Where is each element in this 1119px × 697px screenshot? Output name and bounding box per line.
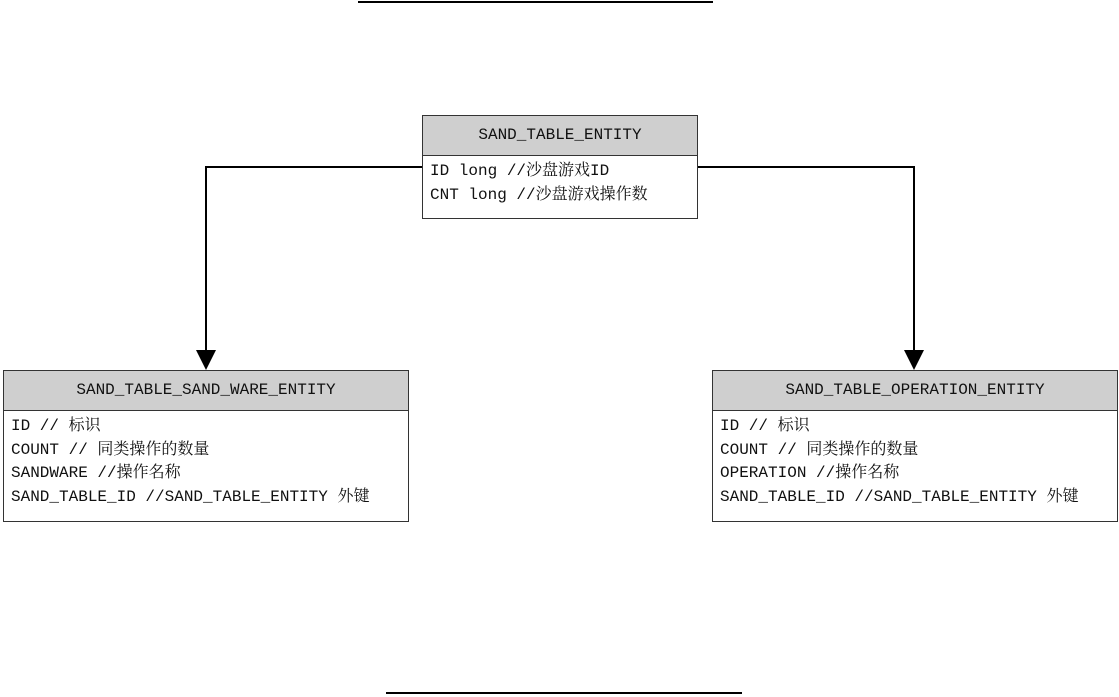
entity-field: COUNT // 同类操作的数量	[11, 440, 210, 459]
relation-arrow-to-sand-ware	[206, 167, 422, 358]
entity-sand-table[interactable]	[422, 115, 698, 219]
entity-field: ID // 标识	[720, 417, 810, 435]
entity-sand-table-operation[interactable]	[712, 370, 1118, 522]
entity-field: OPERATION //操作名称	[720, 464, 900, 482]
entity-title: SAND_TABLE_OPERATION_ENTITY	[713, 371, 1117, 411]
entity-field: ID // 标识	[11, 417, 101, 435]
entity-field: SAND_TABLE_ID //SAND_TABLE_ENTITY 外键	[720, 487, 1079, 506]
entity-sand-table-sand-ware[interactable]	[3, 370, 409, 522]
relation-arrowhead-operation	[904, 350, 924, 370]
entity-field: COUNT // 同类操作的数量	[720, 440, 919, 459]
entity-title: SAND_TABLE_SAND_WARE_ENTITY	[4, 371, 408, 411]
entity-field: ID long //沙盘游戏ID	[430, 162, 610, 180]
entity-field: SANDWARE //操作名称	[11, 464, 181, 482]
entity-field-list	[4, 411, 408, 513]
entity-field-list	[423, 156, 697, 211]
relation-arrow-to-operation	[698, 167, 914, 358]
entity-field: CNT long //沙盘游戏操作数	[430, 185, 648, 204]
entity-field: SAND_TABLE_ID //SAND_TABLE_ENTITY 外键	[11, 487, 370, 506]
entity-title: SAND_TABLE_ENTITY	[423, 116, 697, 156]
relation-arrowhead-sand-ware	[196, 350, 216, 370]
entity-field-list	[713, 411, 1117, 513]
